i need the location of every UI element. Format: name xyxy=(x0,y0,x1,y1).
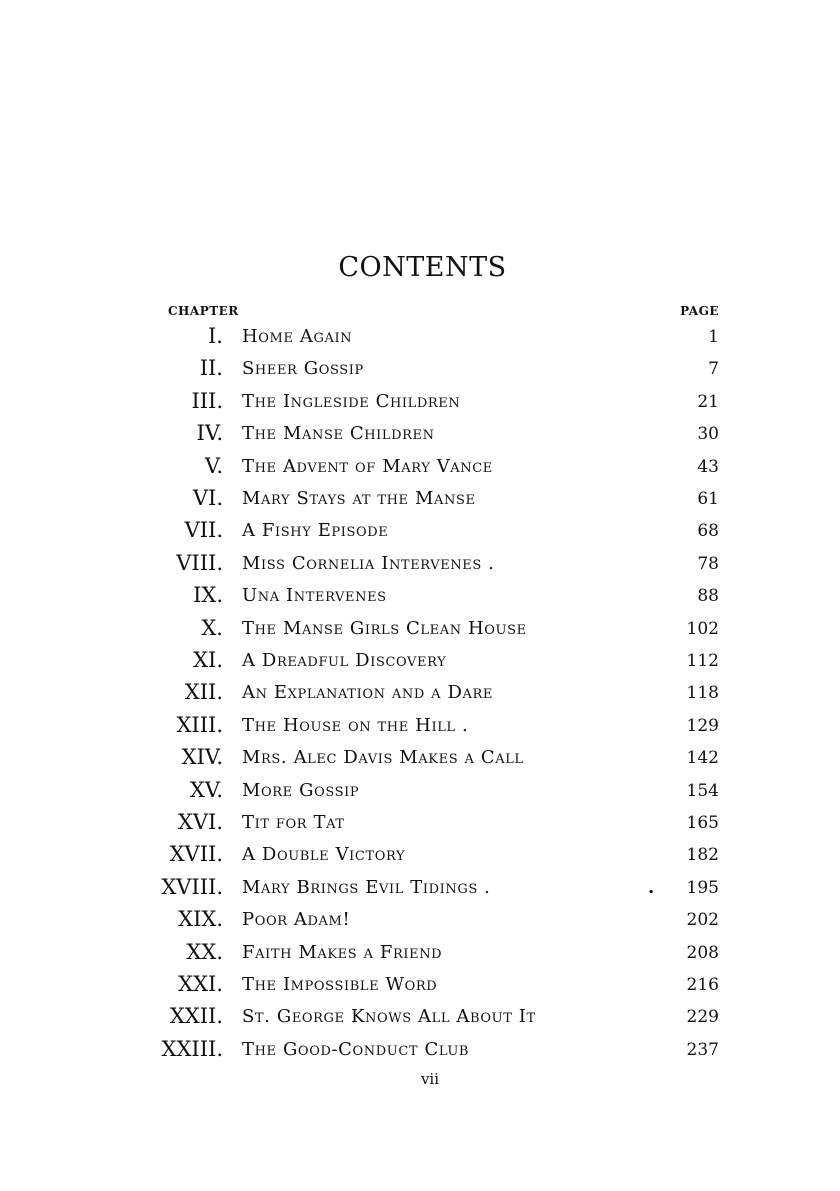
chapter-title: Faith Makes a Friend xyxy=(242,941,443,963)
chapter-title: Sheer Gossip xyxy=(242,358,364,380)
toc-entry xyxy=(0,1000,840,1032)
chapter-page-number: 229 xyxy=(686,1007,719,1028)
page-column-header: PAGE xyxy=(680,304,719,318)
chapter-page-number: 142 xyxy=(686,748,719,769)
chapter-numeral: IV. xyxy=(196,421,223,446)
chapter-title: The Impossible Word xyxy=(242,974,438,995)
chapter-numeral: XI. xyxy=(193,648,223,672)
chapter-title: Miss Cornelia Intervenes . xyxy=(242,552,495,574)
chapter-page-number: 195 xyxy=(686,877,719,898)
chapter-column-header: CHAPTER xyxy=(168,304,239,318)
chapter-numeral: XVII. xyxy=(169,842,223,867)
chapter-title: A Double Victory xyxy=(242,844,406,866)
chapter-title: Tit for Tat xyxy=(242,812,345,833)
chapter-page-number: 182 xyxy=(686,845,719,866)
chapter-numeral: XXII. xyxy=(169,1004,223,1029)
chapter-numeral: III. xyxy=(191,388,223,413)
chapter-title: The House on the Hill . xyxy=(242,714,469,736)
chapter-page-number: 43 xyxy=(697,456,719,477)
chapter-numeral: XV. xyxy=(189,777,223,802)
toc-entry xyxy=(0,514,840,546)
page-title: CONTENTS xyxy=(338,252,507,283)
chapter-title: The Good-Conduct Club xyxy=(242,1038,470,1060)
chapter-title: An Explanation and a Dare xyxy=(242,682,493,704)
chapter-numeral: XXIII. xyxy=(161,1036,223,1061)
chapter-page-number: 154 xyxy=(686,780,719,801)
toc-entry xyxy=(0,644,840,676)
chapter-page-number: 102 xyxy=(686,618,719,639)
chapter-numeral: XIX. xyxy=(178,907,223,932)
chapter-page-number: 118 xyxy=(686,683,719,704)
toc-entry xyxy=(0,482,840,514)
chapter-page-number: 112 xyxy=(686,651,719,671)
chapter-title: Una Intervenes xyxy=(242,585,387,607)
chapter-title: The Advent of Mary Vance xyxy=(242,455,493,477)
chapter-numeral: XII. xyxy=(184,680,223,705)
chapter-numeral: XX. xyxy=(186,939,223,964)
toc-entry xyxy=(0,709,840,741)
chapter-title: Mary Brings Evil Tidings . xyxy=(242,876,491,898)
chapter-numeral: IX. xyxy=(193,583,223,608)
chapter-title: Mrs. Alec Davis Makes a Call xyxy=(242,747,524,769)
chapter-page-number: 1 xyxy=(708,327,719,347)
toc-entry xyxy=(0,871,840,903)
toc-entry xyxy=(0,838,840,870)
chapter-title: The Ingleside Children xyxy=(242,390,461,412)
chapter-page-number: 129 xyxy=(686,715,719,736)
chapter-title: More Gossip xyxy=(242,779,360,801)
chapter-page-number: 216 xyxy=(686,975,719,995)
page-number-folio: vii xyxy=(420,1070,440,1088)
chapter-numeral: I. xyxy=(208,324,223,348)
toc-entry xyxy=(0,547,840,579)
chapter-title: A Fishy Episode xyxy=(242,520,389,542)
chapter-numeral: XVIII. xyxy=(161,874,223,899)
chapter-page-number: 7 xyxy=(708,359,719,380)
toc-entry xyxy=(0,774,840,806)
chapter-numeral: VIII. xyxy=(176,550,223,575)
chapter-page-number: 30 xyxy=(697,424,719,445)
toc-entry xyxy=(0,320,840,352)
chapter-numeral: XIII. xyxy=(176,712,223,737)
toc-entry xyxy=(0,968,840,1000)
chapter-page-number: 68 xyxy=(697,521,719,542)
chapter-page-number: 21 xyxy=(697,391,719,412)
toc-entry xyxy=(0,579,840,611)
dot-leader: . xyxy=(648,876,655,898)
chapter-title: St. George Knows All About It xyxy=(242,1006,536,1028)
toc-entry xyxy=(0,385,840,417)
chapter-title: The Manse Children xyxy=(242,423,435,445)
chapter-title: Home Again xyxy=(242,326,353,347)
chapter-page-number: 61 xyxy=(697,489,719,509)
chapter-page-number: 165 xyxy=(686,813,719,833)
toc-entry xyxy=(0,417,840,449)
toc-entry xyxy=(0,450,840,482)
toc-entry xyxy=(0,741,840,773)
chapter-numeral: X. xyxy=(201,615,223,640)
toc-entry xyxy=(0,903,840,935)
chapter-numeral: XVI. xyxy=(177,810,223,834)
toc-entry xyxy=(0,1033,840,1065)
chapter-numeral: VII. xyxy=(184,518,223,543)
chapter-page-number: 88 xyxy=(697,586,719,607)
chapter-title: Poor Adam! xyxy=(242,909,351,931)
toc-entry xyxy=(0,806,840,838)
chapter-numeral: XIV. xyxy=(181,745,223,770)
chapter-page-number: 78 xyxy=(697,553,719,574)
chapter-page-number: 208 xyxy=(686,942,719,963)
chapter-numeral: II. xyxy=(199,356,223,381)
chapter-page-number: 202 xyxy=(686,910,719,931)
chapter-title: Mary Stays at the Manse xyxy=(242,488,476,509)
chapter-title: A Dreadful Discovery xyxy=(242,650,447,671)
toc-entry xyxy=(0,352,840,384)
chapter-title: The Manse Girls Clean House xyxy=(242,617,527,639)
toc-entry xyxy=(0,612,840,644)
chapter-page-number: 237 xyxy=(686,1039,719,1060)
toc-entry xyxy=(0,676,840,708)
chapter-numeral: XXI. xyxy=(178,972,223,996)
toc-entry xyxy=(0,936,840,968)
chapter-numeral: V. xyxy=(204,453,223,478)
chapter-numeral: VI. xyxy=(192,486,223,510)
